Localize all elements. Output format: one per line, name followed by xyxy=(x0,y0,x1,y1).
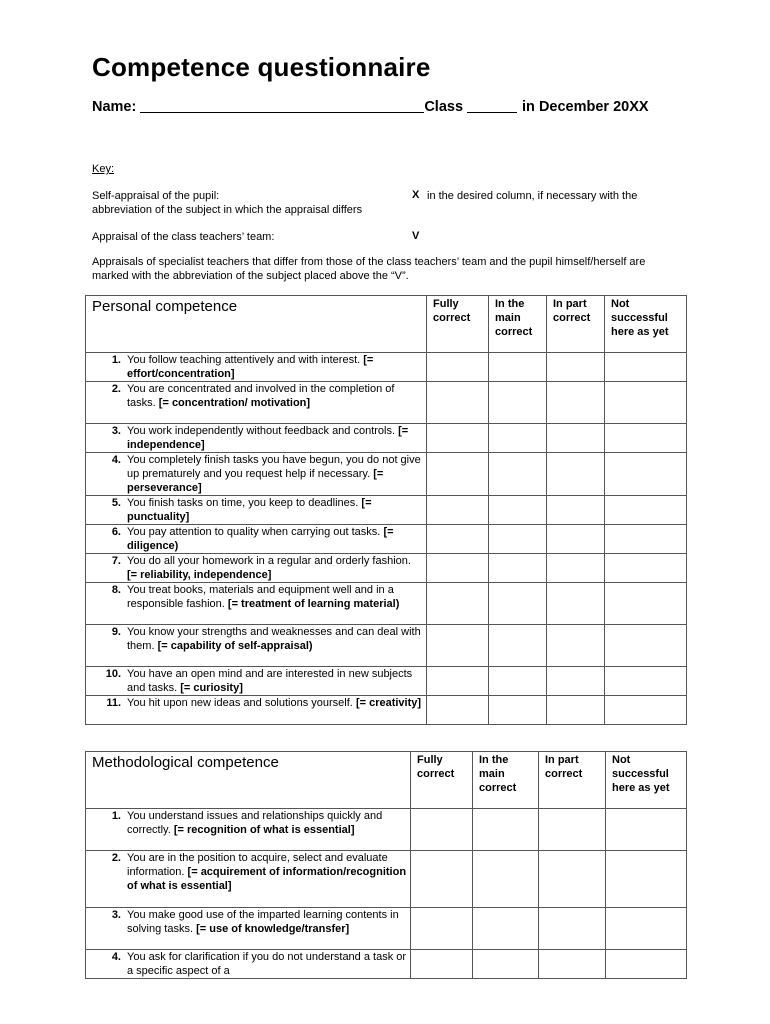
item-number: 11. xyxy=(106,697,121,709)
personal-competence-table xyxy=(85,295,687,725)
item-description: You are concentrated and involved in the completion of tasks. xyxy=(127,383,395,409)
table-row xyxy=(86,625,687,667)
col-main-correct: In the main correct xyxy=(489,296,547,353)
col-not-successful: Not successful here as yet xyxy=(605,296,687,353)
rating-cell[interactable] xyxy=(605,353,687,382)
item-number: 4. xyxy=(111,951,121,963)
item-tag: [= curiosity] xyxy=(180,682,243,694)
rating-cell[interactable] xyxy=(427,696,489,725)
rating-cell[interactable] xyxy=(489,353,547,382)
class-label: Class xyxy=(424,99,464,115)
item-description: You pay attention to quality when carrying out tasks. xyxy=(127,526,381,538)
table-row xyxy=(86,583,687,625)
item-description: You treat books, materials and equipment well and in a responsible fashion. xyxy=(127,584,394,610)
rating-cell[interactable] xyxy=(489,625,547,667)
rating-cell[interactable] xyxy=(411,809,473,851)
item-text xyxy=(127,353,426,381)
table-header-row xyxy=(86,296,687,353)
key-self-desc: in the desired column, if necessary with the xyxy=(427,190,638,202)
rating-cell[interactable] xyxy=(605,453,687,496)
rating-cell[interactable] xyxy=(427,496,489,525)
item-text xyxy=(127,496,426,524)
item-text xyxy=(127,950,410,978)
item-number: 1. xyxy=(111,810,121,822)
col-fully-correct: Fully correct xyxy=(427,296,489,353)
table-row xyxy=(86,851,687,908)
item-text xyxy=(127,525,426,553)
table-header-row xyxy=(86,752,687,809)
col-part-correct: In part correct xyxy=(547,296,605,353)
rating-cell[interactable] xyxy=(427,554,489,583)
rating-cell[interactable] xyxy=(547,525,605,554)
rating-cell[interactable] xyxy=(489,525,547,554)
competence-item xyxy=(86,625,427,667)
rating-cell[interactable] xyxy=(411,908,473,950)
rating-cell[interactable] xyxy=(547,424,605,453)
rating-cell[interactable] xyxy=(605,625,687,667)
item-tag: [= treatment of learning material) xyxy=(227,598,400,610)
table-row xyxy=(86,809,687,851)
rating-cell[interactable] xyxy=(606,908,687,950)
item-number: 4. xyxy=(111,454,121,466)
rating-cell[interactable] xyxy=(547,696,605,725)
rating-cell[interactable] xyxy=(427,625,489,667)
rating-cell[interactable] xyxy=(427,353,489,382)
rating-cell[interactable] xyxy=(605,424,687,453)
item-text xyxy=(127,382,426,410)
item-text xyxy=(127,908,410,936)
item-tag: [= recognition of what is essential] xyxy=(173,824,355,836)
table-row xyxy=(86,353,687,382)
rating-cell[interactable] xyxy=(427,525,489,554)
item-number: 8. xyxy=(111,584,121,596)
item-number: 1. xyxy=(111,354,121,366)
item-tag: [= effort/concentration] xyxy=(127,354,374,380)
item-number: 10. xyxy=(105,668,121,680)
rating-cell[interactable] xyxy=(547,353,605,382)
competence-item xyxy=(86,525,427,554)
table-row xyxy=(86,667,687,696)
item-text xyxy=(127,625,426,653)
table-row xyxy=(86,950,687,979)
name-class-line xyxy=(92,99,649,115)
rating-cell[interactable] xyxy=(489,424,547,453)
key-team-label: Appraisal of the class teachers’ team: xyxy=(92,231,275,243)
col-main-correct: In the main correct xyxy=(473,752,539,809)
key-heading: Key: xyxy=(92,163,115,175)
item-description: You understand issues and relationships quickly and correctly. xyxy=(127,810,383,836)
rating-cell[interactable] xyxy=(427,583,489,625)
table-row xyxy=(86,908,687,950)
item-number: 3. xyxy=(111,425,121,437)
item-number: 7. xyxy=(111,555,121,567)
rating-cell[interactable] xyxy=(411,851,473,908)
item-text xyxy=(127,809,410,837)
item-tag: [= perseverance] xyxy=(127,468,384,494)
item-text xyxy=(127,583,426,611)
item-description: You work independently without feedback and controls. xyxy=(127,425,396,437)
item-tag: [= capability of self-appraisal) xyxy=(157,640,313,652)
rating-cell[interactable] xyxy=(606,950,687,979)
name-label: Name: xyxy=(92,99,137,115)
rating-cell[interactable] xyxy=(605,667,687,696)
competence-item xyxy=(86,496,427,525)
item-text xyxy=(127,554,426,582)
rating-cell[interactable] xyxy=(539,851,606,908)
rating-cell[interactable] xyxy=(605,583,687,625)
competence-item xyxy=(86,382,427,424)
rating-cell[interactable] xyxy=(489,496,547,525)
rating-cell[interactable] xyxy=(473,851,539,908)
item-tag: [= reliability, independence] xyxy=(127,569,272,581)
rating-cell[interactable] xyxy=(489,667,547,696)
rating-cell[interactable] xyxy=(427,667,489,696)
name-field[interactable] xyxy=(140,99,424,113)
item-description: You follow teaching attentively and with interest. xyxy=(127,354,361,366)
item-number: 2. xyxy=(111,852,121,864)
competence-item xyxy=(86,554,427,583)
key-self-mark: X xyxy=(412,189,420,201)
rating-cell[interactable] xyxy=(489,382,547,424)
section-heading: Methodological competence xyxy=(86,752,411,809)
competence-item xyxy=(86,696,427,725)
item-description: You finish tasks on time, you keep to deadlines. xyxy=(127,497,359,509)
item-tag: [= acquirement of information/recognition of what is essential] xyxy=(127,866,407,892)
key-team-mark: V xyxy=(412,230,420,242)
item-number: 2. xyxy=(111,383,121,395)
item-tag: [= diligence) xyxy=(127,526,394,552)
col-fully-correct: Fully correct xyxy=(411,752,473,809)
methodological-competence-table xyxy=(85,751,687,979)
rating-cell[interactable] xyxy=(427,424,489,453)
competence-item xyxy=(86,453,427,496)
item-description: You have an open mind and are interested in new subjects and tasks. xyxy=(127,668,413,694)
table-row xyxy=(86,382,687,424)
rating-cell[interactable] xyxy=(539,950,606,979)
item-text xyxy=(127,851,410,893)
competence-item xyxy=(86,809,411,851)
key-self-desc2: abbreviation of the subject in which the appraisal differs xyxy=(92,204,363,216)
rating-cell[interactable] xyxy=(547,554,605,583)
specialist-note: Appraisals of specialist teachers that differ from those of the class teachers’ team and the pupil himself/herself are marked with the abbreviation of the subject placed above the “V”. xyxy=(92,256,646,282)
item-tag: [= creativity] xyxy=(355,697,422,709)
competence-item xyxy=(86,908,411,950)
rating-cell[interactable] xyxy=(489,583,547,625)
rating-cell[interactable] xyxy=(427,382,489,424)
item-number: 9. xyxy=(111,626,121,638)
rating-cell[interactable] xyxy=(547,453,605,496)
item-description: You hit upon new ideas and solutions yourself. xyxy=(127,697,353,709)
item-number: 3. xyxy=(111,909,121,921)
competence-item xyxy=(86,667,427,696)
rating-cell[interactable] xyxy=(473,950,539,979)
rating-cell[interactable] xyxy=(539,809,606,851)
page-title: Competence questionnaire xyxy=(92,52,431,82)
item-text xyxy=(127,424,426,452)
rating-cell[interactable] xyxy=(473,908,539,950)
competence-item xyxy=(86,353,427,382)
rating-cell[interactable] xyxy=(547,496,605,525)
rating-cell[interactable] xyxy=(605,382,687,424)
table-row xyxy=(86,554,687,583)
rating-cell[interactable] xyxy=(605,696,687,725)
competence-item xyxy=(86,950,411,979)
table-row xyxy=(86,424,687,453)
section-heading: Personal competence xyxy=(86,296,427,353)
rating-cell[interactable] xyxy=(605,554,687,583)
class-field[interactable] xyxy=(467,99,517,113)
col-not-successful: Not successful here as yet xyxy=(606,752,687,809)
rating-cell[interactable] xyxy=(606,809,687,851)
item-tag: [= independence] xyxy=(127,425,409,451)
rating-cell[interactable] xyxy=(547,382,605,424)
item-tag: [= use of knowledge/transfer] xyxy=(196,923,350,935)
table-row xyxy=(86,496,687,525)
rating-cell[interactable] xyxy=(547,667,605,696)
rating-cell[interactable] xyxy=(489,554,547,583)
item-text xyxy=(127,667,426,695)
item-description: You completely finish tasks you have begun, you do not give up prematurely and you request help if necessary. xyxy=(127,454,421,480)
rating-cell[interactable] xyxy=(605,525,687,554)
item-text xyxy=(127,696,426,710)
item-number: 6. xyxy=(111,526,121,538)
rating-cell[interactable] xyxy=(473,809,539,851)
item-text xyxy=(127,453,426,495)
item-description: You are in the position to acquire, select and evaluate information. xyxy=(127,852,388,878)
rating-cell[interactable] xyxy=(411,950,473,979)
item-description: You ask for clarification if you do not understand a task or a specific aspect of a xyxy=(127,951,407,977)
rating-cell[interactable] xyxy=(489,696,547,725)
item-tag: [= concentration/ motivation] xyxy=(158,397,311,409)
competence-item xyxy=(86,583,427,625)
item-number: 5. xyxy=(111,497,121,509)
col-part-correct: In part correct xyxy=(539,752,606,809)
rating-cell[interactable] xyxy=(489,453,547,496)
rating-cell[interactable] xyxy=(605,496,687,525)
competence-item xyxy=(86,851,411,908)
rating-cell[interactable] xyxy=(539,908,606,950)
rating-cell[interactable] xyxy=(427,453,489,496)
date-label: in December 20XX xyxy=(522,99,649,115)
rating-cell[interactable] xyxy=(606,851,687,908)
table-row xyxy=(86,453,687,496)
rating-cell[interactable] xyxy=(547,625,605,667)
item-description: You do all your homework in a regular and orderly fashion. xyxy=(127,555,411,567)
key-self-label: Self-appraisal of the pupil: xyxy=(92,190,220,202)
item-tag: [= punctuality] xyxy=(127,497,372,523)
competence-item xyxy=(86,424,427,453)
item-description: You know your strengths and weaknesses and can deal with them. xyxy=(127,626,421,652)
rating-cell[interactable] xyxy=(547,583,605,625)
item-description: You make good use of the imparted learning contents in solving tasks. xyxy=(127,909,399,935)
table-row xyxy=(86,525,687,554)
table-row xyxy=(86,696,687,725)
